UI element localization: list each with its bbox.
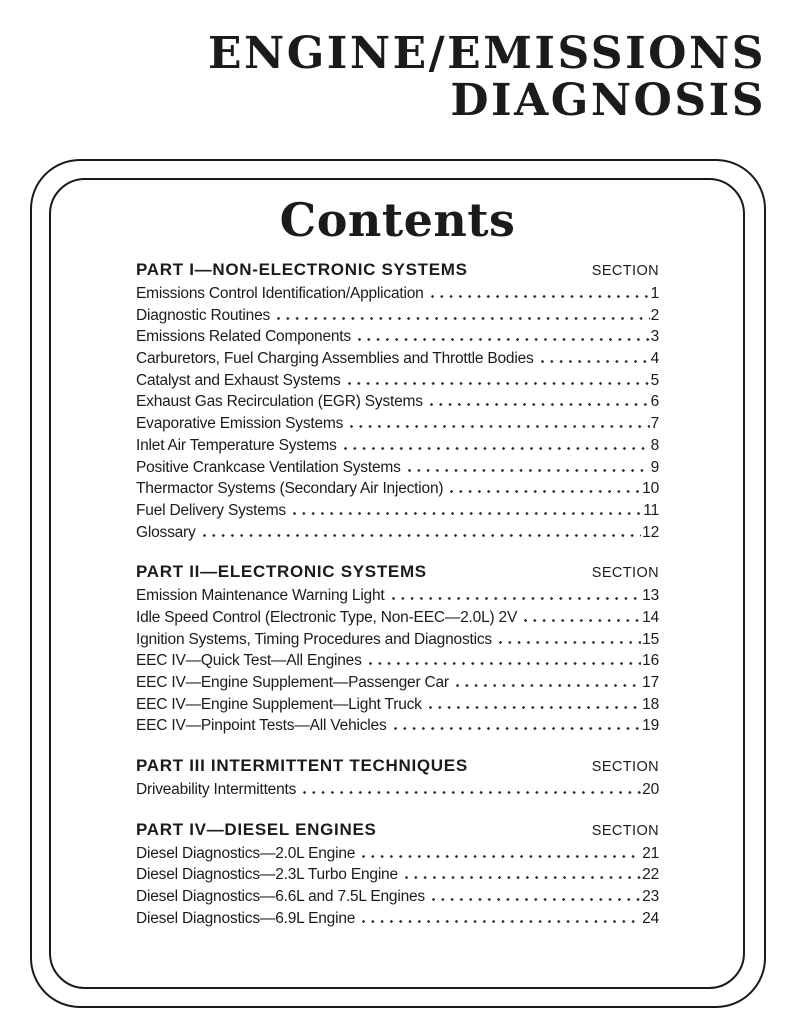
dot-leader [277, 317, 650, 320]
entry-section-number: 8 [650, 436, 659, 454]
section-column-label: SECTION [591, 565, 659, 582]
toc-entry [136, 285, 659, 307]
entry-section-number: 12 [642, 523, 659, 541]
entry-section-number: 18 [642, 695, 659, 713]
section-column-label: SECTION [591, 759, 659, 776]
entry-label: Driveability Intermittents [136, 781, 297, 799]
entry-section-number: 24 [642, 909, 659, 927]
page-title-line1: ENGINE/EMISSIONS [207, 28, 766, 79]
entry-label: Inlet Air Temperature Systems [136, 436, 337, 454]
contents-box-inner-border [49, 178, 745, 989]
contents-box-outer-border [30, 159, 766, 1008]
toc-entry [136, 328, 659, 350]
dot-leader [362, 855, 641, 858]
entry-label: EEC IV—Engine Supplement—Passenger Car [136, 674, 449, 691]
dot-leader [524, 619, 641, 622]
dot-leader [350, 425, 649, 428]
toc-part-header [136, 820, 659, 840]
dot-leader [405, 876, 641, 879]
toc-entry [136, 845, 659, 867]
dot-leader [432, 898, 641, 901]
toc-entry [136, 609, 659, 631]
dot-leader [348, 382, 650, 385]
entry-label: Positive Crankcase Ventilation Systems [136, 458, 401, 476]
toc-entry [136, 866, 659, 888]
toc-entry [136, 459, 659, 481]
entry-section-number: 10 [642, 480, 659, 498]
dot-leader [499, 641, 641, 644]
toc-entry [136, 696, 659, 718]
entry-label: Thermactor Systems (Secondary Air Injection) [136, 480, 444, 498]
dot-leader [456, 684, 641, 687]
part-title: PART IV—DIESEL ENGINES [136, 819, 377, 839]
entry-section-number: 9 [650, 458, 659, 476]
dot-leader [369, 662, 642, 665]
table-of-contents [136, 260, 659, 932]
entry-section-number: 2 [650, 306, 659, 324]
entry-label: Emissions Related Components [136, 328, 351, 346]
toc-entry [136, 910, 659, 932]
dot-leader [358, 338, 650, 341]
dot-leader [430, 403, 650, 406]
entry-label: EEC IV—Engine Supplement—Light Truck [136, 695, 422, 713]
toc-part [136, 260, 659, 545]
dot-leader [408, 469, 650, 472]
entry-section-number: 1 [650, 285, 659, 302]
part-title: PART III INTERMITTENT TECHNIQUES [136, 756, 468, 776]
contents-heading: Contents [279, 193, 516, 247]
toc-entry [136, 393, 659, 415]
entry-label: Diesel Diagnostics—6.6L and 7.5L Engines [136, 888, 425, 906]
toc-entry [136, 674, 659, 696]
entry-label: EEC IV—Pinpoint Tests—All Vehicles [136, 717, 387, 735]
entry-label: Exhaust Gas Recirculation (EGR) Systems [136, 393, 423, 411]
part-title: PART I—NON-ELECTRONIC SYSTEMS [136, 260, 468, 279]
entry-section-number: 3 [650, 328, 659, 346]
dot-leader [394, 727, 642, 730]
entry-label: Diagnostic Routines [136, 306, 271, 324]
toc-entry [136, 587, 659, 609]
toc-entry [136, 350, 659, 372]
toc-entry [136, 307, 659, 329]
entry-label: Carburetors, Fuel Charging Assemblies and Throttle Bodies [136, 350, 534, 368]
entry-label: Catalyst and Exhaust Systems [136, 371, 341, 389]
toc-part-header [136, 562, 659, 582]
dot-leader [293, 512, 642, 515]
toc-entry [136, 717, 659, 739]
entry-label: Idle Speed Control (Electronic Type, Non-EEC—2.0L) 2V [136, 608, 518, 626]
toc-entry [136, 888, 659, 910]
toc-entry [136, 502, 659, 524]
toc-entry [136, 437, 659, 459]
entry-label: EEC IV—Quick Test—All Engines [136, 652, 362, 670]
toc-part-header [136, 756, 659, 776]
section-column-label: SECTION [591, 263, 659, 279]
entry-section-number: 21 [642, 844, 659, 862]
entry-section-number: 19 [642, 717, 659, 735]
entry-label: Emission Maintenance Warning Light [136, 587, 385, 605]
entry-section-number: 22 [642, 866, 659, 884]
dot-leader [431, 295, 650, 298]
entry-label: Evaporative Emission Systems [136, 415, 344, 433]
entry-section-number: 7 [650, 415, 659, 433]
dot-leader [362, 920, 641, 923]
entry-section-number: 17 [642, 674, 659, 691]
entry-label: Glossary [136, 523, 196, 541]
dot-leader [203, 534, 642, 537]
dot-leader [450, 490, 641, 493]
toc-entry [136, 480, 659, 502]
entry-section-number: 11 [643, 501, 659, 519]
entry-section-number: 13 [642, 587, 659, 605]
entry-section-number: 4 [650, 350, 659, 368]
entry-label: Diesel Diagnostics—2.0L Engine [136, 844, 356, 862]
toc-part [136, 820, 659, 932]
dot-leader [541, 360, 650, 363]
toc-entry [136, 781, 659, 803]
entry-section-number: 15 [642, 630, 659, 648]
entry-section-number: 20 [642, 781, 659, 799]
toc-entry [136, 631, 659, 653]
entry-label: Emissions Control Identification/Application [136, 285, 424, 302]
dot-leader [429, 706, 641, 709]
entry-label: Ignition Systems, Timing Procedures and Diagnostics [136, 630, 492, 648]
toc-entry [136, 652, 659, 674]
dot-leader [392, 597, 642, 600]
entry-label: Diesel Diagnostics—6.9L Engine [136, 909, 356, 927]
dot-leader [303, 791, 641, 794]
entry-label: Fuel Delivery Systems [136, 501, 286, 519]
section-column-label: SECTION [591, 822, 659, 839]
dot-leader [344, 447, 650, 450]
entry-section-number: 6 [650, 393, 659, 411]
entry-label: Diesel Diagnostics—2.3L Turbo Engine [136, 866, 398, 884]
page-title-line2: DIAGNOSIS [450, 75, 766, 126]
entry-section-number: 5 [650, 371, 659, 389]
toc-part [136, 562, 659, 739]
entry-section-number: 23 [642, 888, 659, 906]
page-title [120, 30, 766, 124]
toc-entry [136, 524, 659, 546]
toc-part-header [136, 260, 659, 280]
entry-section-number: 14 [642, 608, 659, 626]
part-title: PART II—ELECTRONIC SYSTEMS [136, 562, 427, 582]
entry-section-number: 16 [642, 652, 659, 670]
toc-entry [136, 372, 659, 394]
toc-entry [136, 415, 659, 437]
toc-part [136, 756, 659, 803]
